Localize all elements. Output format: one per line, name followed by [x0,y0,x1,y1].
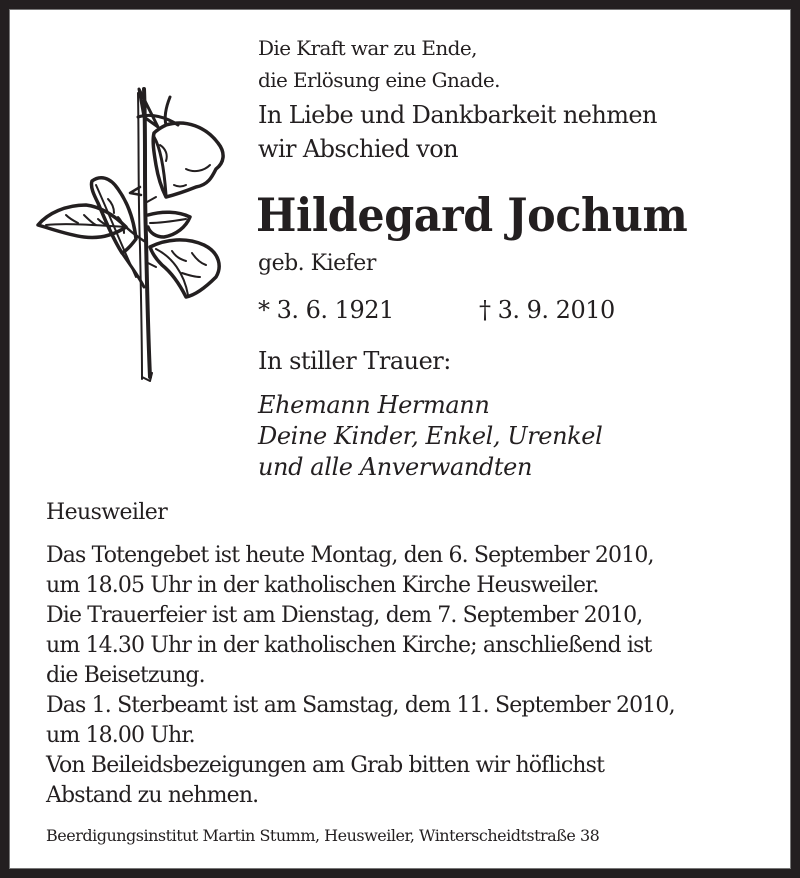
mourner-line: Deine Kinder, Enkel, Urenkel [258,422,603,450]
deceased-name: Hildegard Jochum [256,188,688,242]
rose-icon [26,77,226,387]
funeral-home-footer: Beerdigungsinstitut Martin Stumm, Heusweiler, Winterscheidtstraße 38 [46,826,600,845]
place: Heusweiler [46,500,168,525]
mourners-list [258,390,602,483]
obituary-notice [9,9,791,869]
details-line: die Beisetzung. [46,663,205,688]
verse-line: Die Kraft war zu Ende, [258,36,477,60]
verse [258,32,500,96]
mourning-heading: In stiller Trauer: [258,347,451,375]
details-line: Das 1. Sterbeamt ist am Samstag, dem 11. September 2010, [46,693,675,718]
details-line: um 14.30 Uhr in der katholischen Kirche; anschließend ist [46,633,652,658]
intro-text [258,98,657,166]
maiden-name: geb. Kiefer [258,251,376,276]
details-line: Von Beileidsbezeigungen am Grab bitten wir höflichst [46,753,605,778]
mourner-line: und alle Anverwandten [258,453,532,481]
details-line: Das Totengebet ist heute Montag, den 6. September 2010, [46,543,654,568]
verse-line: die Erlösung eine Gnade. [258,68,500,92]
mourner-line: Ehemann Hermann [258,391,490,419]
details-line: Abstand zu nehmen. [46,783,259,808]
details-line: Die Trauerfeier ist am Dienstag, dem 7. September 2010, [46,603,643,628]
details-line: um 18.05 Uhr in der katholischen Kirche Heusweiler. [46,573,599,598]
birth-date: * 3. 6. 1921 [258,296,394,324]
service-details [46,541,675,811]
details-line: um 18.00 Uhr. [46,723,195,748]
intro-line: In Liebe und Dankbarkeit nehmen [258,101,657,129]
death-date: † 3. 9. 2010 [479,296,615,324]
intro-line: wir Abschied von [258,135,458,163]
